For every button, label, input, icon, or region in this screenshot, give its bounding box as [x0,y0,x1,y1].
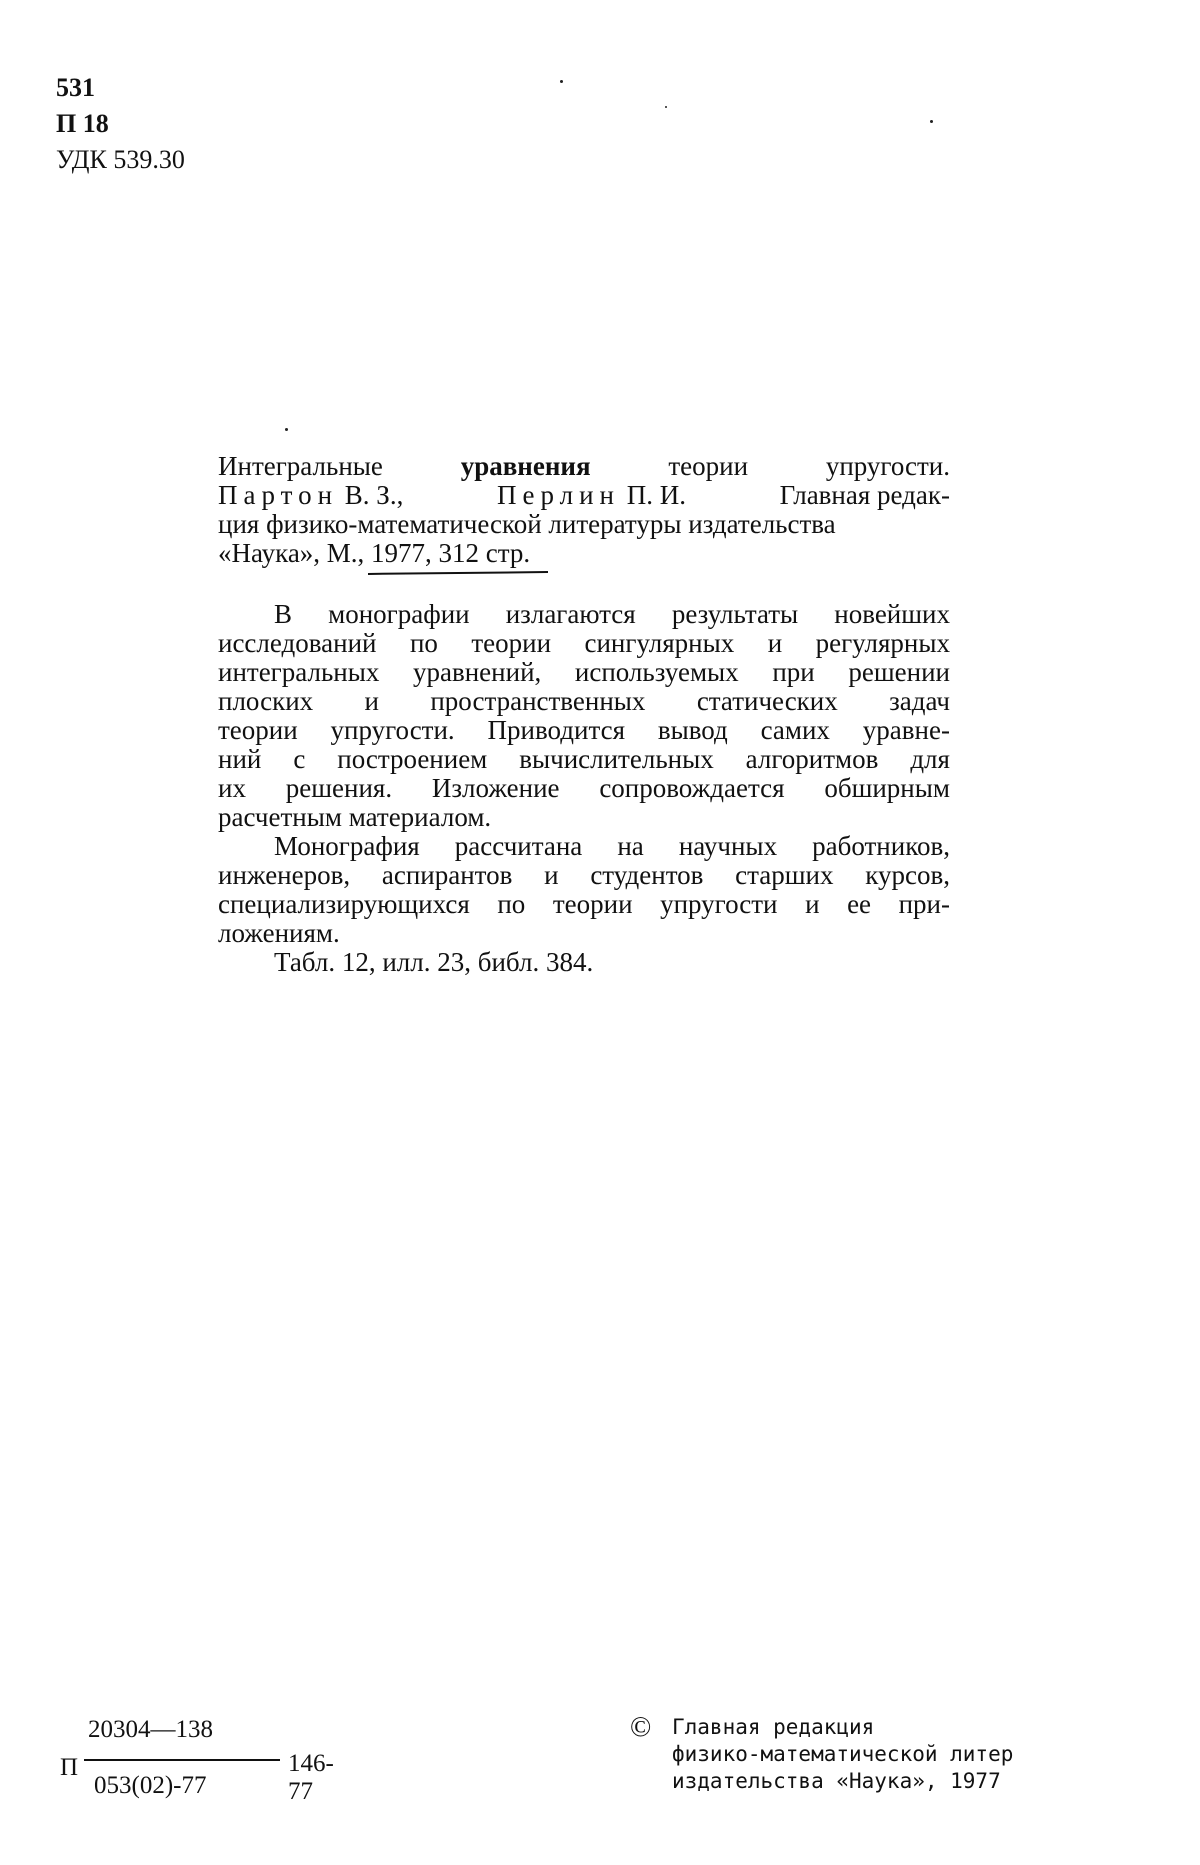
code-denominator: 053(02)-77 [94,1772,207,1799]
fraction-bar [84,1759,280,1761]
abstract-line: исследований по теории сингулярных и регулярных [218,628,950,658]
abstract-line: специализирующихся по теории упругости и ее при- [218,889,950,919]
reference-title-line [218,452,950,481]
copyright-line: физико-математической литер [672,1742,1014,1766]
imprint-text: «Наука», М., 1977, 312 стр. [218,538,531,568]
abstract-line: плоских и пространственных статических задач [218,686,950,716]
author-surname: Партон [218,480,339,510]
publisher-text: ция физико-математической литературы издательства [218,509,836,539]
copyright-line: Главная редакция [672,1715,875,1739]
scan-speck [665,106,667,108]
udk-code: УДК 539.30 [56,145,185,174]
scan-speck [930,120,933,123]
abstract-paragraph [218,832,950,948]
classification-block [56,70,185,178]
code-suffix: 146-77 [288,1750,334,1805]
abstract-line: теории упругости. Приводится вывод самих уравне- [218,715,950,745]
reference-publisher-line [218,510,950,539]
copyright-text [672,1714,1013,1795]
author-initials: П. И. [626,480,686,510]
abstract-line: ложениям. [218,918,340,948]
abstract-line: их решения. Изложение сопровождается обширным [218,773,950,803]
author-mark: П 18 [56,109,109,138]
abstract [218,600,950,977]
abstract-line: Монография рассчитана на научных работников, [274,831,950,861]
pen-underline [368,571,548,575]
abstract-line: расчетным материалом. [218,802,492,832]
bibliographic-reference [218,452,950,568]
code-numerator: 20304—138 [88,1716,213,1743]
abstract-line: инженеров, аспирантов и студентов старших курсов, [218,860,950,890]
title-word: теории [668,451,749,481]
code-prefix: П [60,1754,79,1781]
scan-speck [560,80,563,83]
abstract-line: В монографии излагаются результаты новейших [274,599,950,629]
title-word: уравнения [460,451,591,481]
publisher-start: Главная редак- [779,480,950,510]
copyright-line: издательства «Наука», 1977 [672,1769,1001,1793]
bbk-code: 531 [56,73,95,102]
reference-authors-line [218,481,950,510]
copyright-symbol: © [630,1712,652,1743]
author-initials: В. З., [344,480,404,510]
stats-line: Табл. 12, илл. 23, библ. 384. [274,947,594,977]
abstract-stats [218,948,950,977]
abstract-paragraph [218,600,950,832]
author-surname: Перлин [496,480,620,510]
title-word: Интегральные [218,451,383,481]
publishing-code [60,1714,334,1824]
abstract-line: интегральных уравнений, используемых при решении [218,657,950,687]
title-word: упругости. [825,451,950,481]
abstract-line: ний с построением вычислительных алгоритмов для [218,744,950,774]
scan-speck [285,428,288,431]
reference-imprint-line [218,539,950,568]
